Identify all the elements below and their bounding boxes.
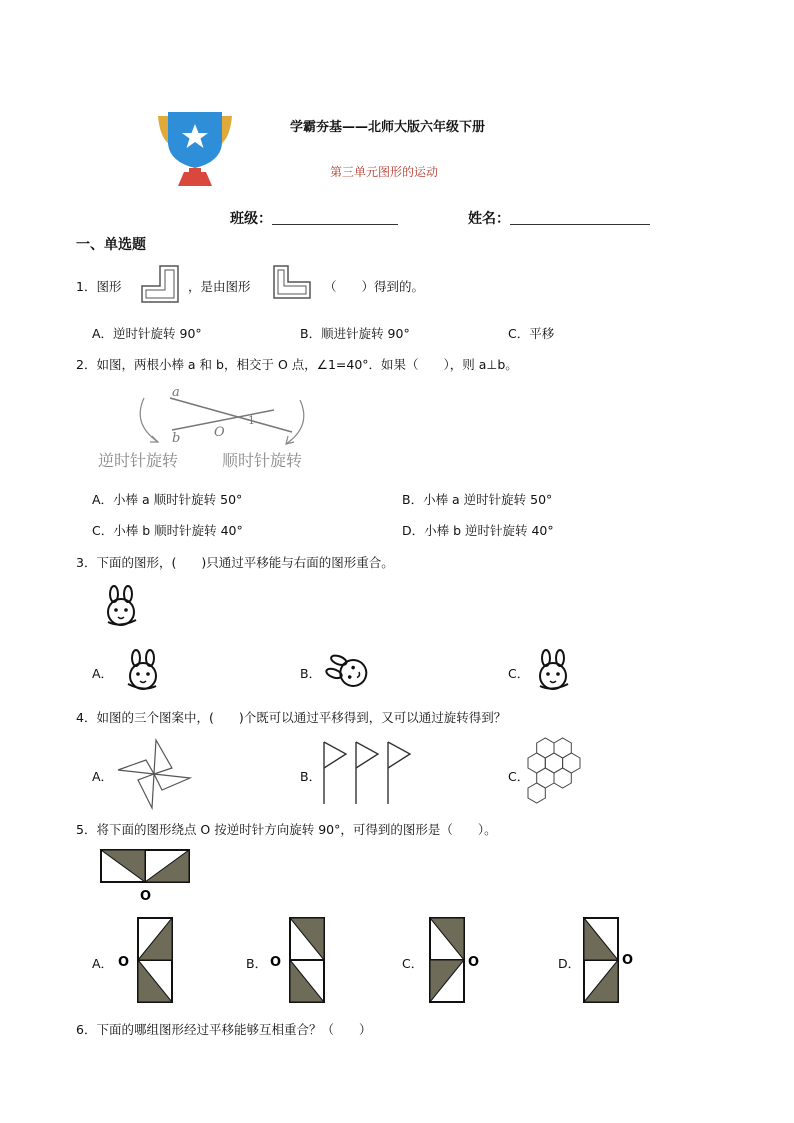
hexagon-cell: [528, 783, 545, 803]
name-field[interactable]: [510, 208, 650, 225]
hexagon-figure: [528, 736, 602, 808]
class-field[interactable]: [272, 208, 398, 225]
q1-prefix: 1．图形: [76, 279, 122, 294]
label-1: 1: [248, 414, 255, 427]
q5-question: 5．将下面的图形绕点 O 按逆时针方向旋转 90°，可得到的图形是（ ）。: [76, 822, 497, 837]
q1-option-a[interactable]: A．逆时针旋转 90°: [92, 326, 202, 341]
q1-suffix: （ ）得到的。: [324, 279, 425, 294]
rabbit-option-b-icon: [326, 648, 370, 692]
flags-figure: [320, 740, 412, 806]
q6-question: 6．下面的哪组图形经过平移能够互相重合？（ ）: [76, 1022, 372, 1037]
right-caption: 顺时针旋转: [222, 451, 303, 470]
q3-question: 3．下面的图形，( )只通过平移能与右面的图形重合。: [76, 555, 394, 570]
q5-option-d[interactable]: D．: [558, 956, 581, 971]
q1-option-b[interactable]: B．顺进针旋转 90°: [300, 326, 410, 341]
q5-option-d-figure: [582, 916, 642, 1004]
doc-title: 学霸夯基——北师大版六年级下册: [290, 120, 486, 135]
q2-option-d[interactable]: D．小棒 b 逆时针旋转 40°: [402, 523, 554, 538]
q2-option-b[interactable]: B．小棒 a 逆时针旋转 50°: [402, 492, 553, 507]
q4-question: 4．如图的三个图案中，( )个既可以通过平移得到，又可以通过旋转得到？: [76, 710, 507, 725]
q3-option-c[interactable]: C．: [508, 666, 530, 681]
doc-subtitle: 第三单元图形的运动: [330, 165, 439, 179]
q5-option-c-figure: [428, 916, 488, 1004]
q5-option-b-figure: [270, 916, 330, 1004]
q4-option-a[interactable]: A．: [92, 769, 114, 784]
q2-option-a[interactable]: A．小棒 a 顺时针旋转 50°: [92, 492, 243, 507]
class-label: 班级：: [230, 211, 272, 227]
q3-option-a[interactable]: A．: [92, 666, 114, 681]
q4-option-c[interactable]: C．: [508, 769, 530, 784]
svg-text:O: O: [270, 955, 282, 970]
q5-option-b[interactable]: B．: [246, 956, 268, 971]
rabbit-option-c-icon: [532, 648, 576, 692]
l-shape-figure-1: [140, 264, 180, 304]
hexagon-cell: [554, 768, 571, 788]
q4-option-b[interactable]: B．: [300, 769, 322, 784]
label-b: b: [172, 431, 181, 446]
l-shape-figure-2: [272, 264, 312, 300]
pinwheel-figure: [116, 738, 192, 810]
label-o: O: [214, 425, 225, 440]
svg-text:O: O: [118, 955, 130, 970]
svg-text:O: O: [622, 953, 634, 968]
q5-option-a[interactable]: A．: [92, 956, 114, 971]
q5-option-a-figure: [118, 916, 178, 1004]
q2-option-c[interactable]: C．小棒 b 顺时针旋转 40°: [92, 523, 243, 538]
rabbit-option-a-icon: [120, 648, 164, 692]
q2-question: 2．如图，两根小棒 a 和 b，相交于 O 点，∠1=40°．如果（ ），则 a⊥b。: [76, 357, 518, 372]
svg-text:O: O: [468, 955, 480, 970]
left-caption: 逆时针旋转: [98, 451, 179, 470]
q5-point-label: O: [140, 889, 152, 904]
q1-option-c[interactable]: C．平移: [508, 326, 555, 341]
q2-figure: [92, 384, 332, 474]
q3-option-b[interactable]: B．: [300, 666, 322, 681]
q5-reference-figure: [100, 848, 190, 904]
rabbit-reference-icon: [100, 584, 144, 628]
section-title: 一、单选题: [76, 237, 146, 253]
trophy-logo: [150, 110, 240, 190]
q1-middle: ，是由图形: [188, 279, 251, 294]
q5-option-c[interactable]: C．: [402, 956, 424, 971]
name-label: 姓名：: [468, 211, 510, 227]
label-a: a: [172, 385, 180, 400]
